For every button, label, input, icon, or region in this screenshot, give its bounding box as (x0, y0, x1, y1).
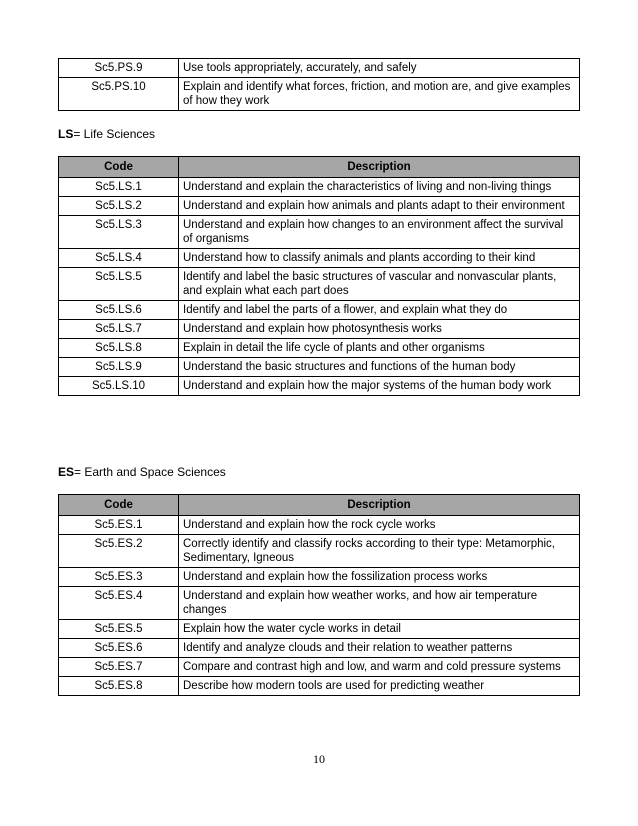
table-row (59, 516, 580, 535)
section-abbr: LS (58, 127, 74, 141)
standard-description: Use tools appropriately, accurately, and safely (179, 59, 580, 78)
physical-sciences-table (58, 58, 580, 111)
section-title: = Earth and Space Sciences (74, 465, 226, 479)
standard-description: Correctly identify and classify rocks according to their type: Metamorphic, Sedimentary, Igneous (179, 535, 580, 568)
standard-code: Sc5.ES.1 (59, 516, 179, 535)
table-row (59, 301, 580, 320)
table-row (59, 339, 580, 358)
standard-code: Sc5.ES.8 (59, 677, 179, 696)
table-row (59, 197, 580, 216)
table-row (59, 216, 580, 249)
standard-description: Describe how modern tools are used for predicting weather (179, 677, 580, 696)
description-column-header: Description (179, 495, 580, 516)
standard-code: Sc5.ES.2 (59, 535, 179, 568)
table-row (59, 268, 580, 301)
standard-description: Compare and contrast high and low, and warm and cold pressure systems (179, 658, 580, 677)
table-row (59, 78, 580, 111)
standard-code: Sc5.LS.9 (59, 358, 179, 377)
table-row (59, 639, 580, 658)
standard-code: Sc5.LS.4 (59, 249, 179, 268)
page-number: 10 (313, 752, 325, 766)
standard-code: Sc5.ES.5 (59, 620, 179, 639)
standard-description: Explain how the water cycle works in detail (179, 620, 580, 639)
standard-code: Sc5.LS.8 (59, 339, 179, 358)
table-row (59, 677, 580, 696)
standard-code: Sc5.ES.6 (59, 639, 179, 658)
table-row (59, 377, 580, 396)
code-column-header: Code (59, 157, 179, 178)
standard-code: Sc5.LS.1 (59, 178, 179, 197)
standard-description: Understand and explain the characteristics of living and non-living things (179, 178, 580, 197)
standard-description: Explain in detail the life cycle of plants and other organisms (179, 339, 580, 358)
table-row (59, 178, 580, 197)
standard-description: Identify and label the parts of a flower, and explain what they do (179, 301, 580, 320)
standard-code: Sc5.LS.7 (59, 320, 179, 339)
standard-code: Sc5.LS.5 (59, 268, 179, 301)
table-row (59, 658, 580, 677)
description-column-header: Description (179, 157, 580, 178)
life-sciences-heading (58, 127, 155, 141)
table-header-row (59, 495, 580, 516)
standard-description: Explain and identify what forces, friction, and motion are, and give examples of how they work (179, 78, 580, 111)
table-row (59, 535, 580, 568)
standard-code: Sc5.LS.2 (59, 197, 179, 216)
standard-description: Understand and explain how the fossilization process works (179, 568, 580, 587)
standard-description: Understand and explain how changes to an environment affect the survival of organisms (179, 216, 580, 249)
standard-code: Sc5.ES.7 (59, 658, 179, 677)
table-header-row (59, 157, 580, 178)
standard-code: Sc5.LS.10 (59, 377, 179, 396)
standard-code: Sc5.LS.3 (59, 216, 179, 249)
earth-space-sciences-table (58, 494, 580, 696)
standard-description: Identify and analyze clouds and their relation to weather patterns (179, 639, 580, 658)
standard-description: Understand and explain how photosynthesis works (179, 320, 580, 339)
life-sciences-table (58, 156, 580, 396)
standard-code: Sc5.PS.9 (59, 59, 179, 78)
standard-description: Understand and explain how the major systems of the human body work (179, 377, 580, 396)
standard-description: Understand how to classify animals and plants according to their kind (179, 249, 580, 268)
standard-code: Sc5.PS.10 (59, 78, 179, 111)
standard-description: Understand the basic structures and functions of the human body (179, 358, 580, 377)
table-row (59, 249, 580, 268)
table-row (59, 620, 580, 639)
standard-code: Sc5.LS.6 (59, 301, 179, 320)
standard-code: Sc5.ES.4 (59, 587, 179, 620)
table-row (59, 59, 580, 78)
section-title: = Life Sciences (73, 127, 156, 141)
earth-space-sciences-heading (58, 465, 226, 479)
standard-description: Understand and explain how weather works, and how air temperature changes (179, 587, 580, 620)
standard-description: Understand and explain how the rock cycle works (179, 516, 580, 535)
table-row (59, 568, 580, 587)
table-row (59, 587, 580, 620)
table-row (59, 320, 580, 339)
standard-code: Sc5.ES.3 (59, 568, 179, 587)
section-abbr: ES (58, 465, 75, 479)
standard-description: Understand and explain how animals and plants adapt to their environment (179, 197, 580, 216)
table-row (59, 358, 580, 377)
code-column-header: Code (59, 495, 179, 516)
standard-description: Identify and label the basic structures of vascular and nonvascular plants, and explain what each part does (179, 268, 580, 301)
